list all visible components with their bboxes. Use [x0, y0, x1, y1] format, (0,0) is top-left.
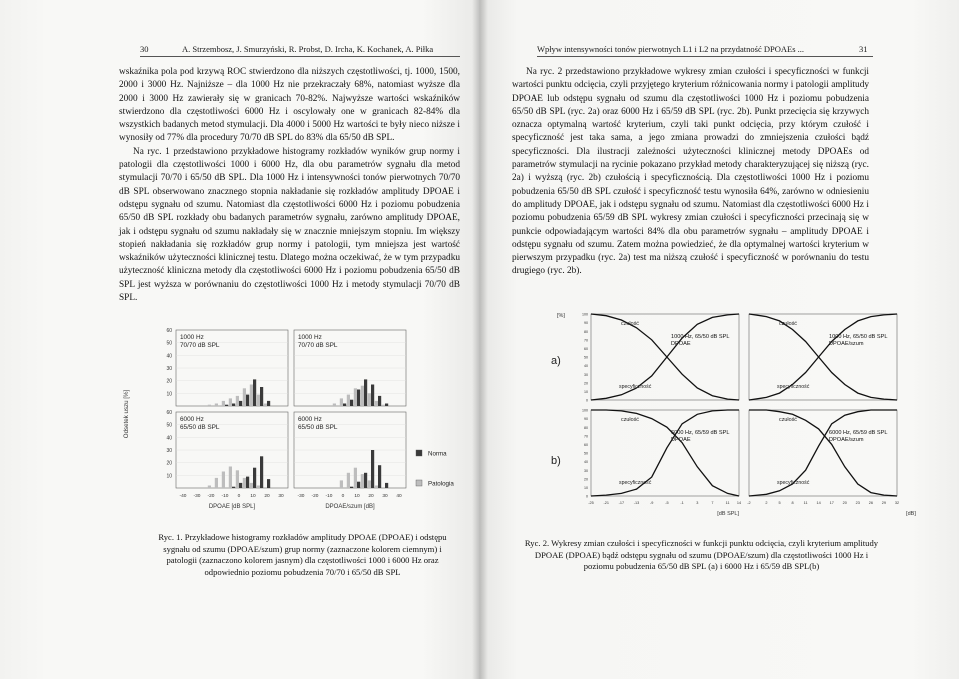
right-paragraph-1: Na ryc. 2 przedstawiono przykładowe wykresy zmian czułości i specyficzności w funkcji wartości punktu odcięcia, czyli przyjętego kryterium różnicowania normy i patologii amplitudy DPOAE lub odstępu sygnału od szumu dla częstotliwości 1000 Hz i poziomu pobudzenia 65/50 dB SPL (ryc. 2a) oraz 6000 Hz i 65/59 dB SPL (ryc. 2b). Punkt przecięcia się krzywych oznacza optymalną wartość kryterium, czyli taki punkt odcięcia, przy którym czułość i specyficzność jest taka sama, a jego zmiana prowadzi do zmniejszenia czułości bądź specyficzności. Dla ilustracji zależności użyteczności klinicznej metody DPOAEs od parametrów stymulacji na rycinie pokazano przykład metody charakteryzującej się niższą (ryc. 2a) i wyższą (ryc. 2b) czułością i specyficznością. Dla częstotliwości 1000 Hz i poziomu pobudzenia 65/50 dB SPL czułość i specyficzność testu wynosiła 64%, zarówno w odniesieniu do amplitudy DPOAE, jak i odstępu sygnału od szumu. Natomiast dla częstotliwości 6000 Hz i poziomu pobudzenia 65/59 dB SPL wykresy zmian czułości i specyficzności przecinają się w punkcie odpowiadającym wartości 84% dla obu parametrów sygnału – amplitudy DPOAE i odstępu sygnału od szumu. Zatem można powiedzieć, że dla optymalnej wartości kryterium w pierwszym przypadku (ryc. 2a) test ma niższą czułość i specyficzność w porównaniu do testu drugiego (ryc. 2b). [512, 67, 869, 277]
y-tick-label: 80 [584, 329, 588, 334]
hist-1000-dpoae-bar-patologia [250, 385, 253, 407]
hist-6000-snr-bar-norma [378, 465, 381, 488]
hist-1000-dpoae-bar-norma [253, 379, 256, 406]
y-tick-label: 10 [584, 486, 588, 490]
y-tick-label: 40 [584, 460, 588, 465]
y-tick-label: 20 [584, 477, 588, 482]
x-tick-label-snr: 14 [816, 501, 821, 505]
left-body-text [119, 66, 460, 305]
y-tick-label: 10 [166, 473, 172, 480]
running-head-right: Wpływ intensywności tonów pierwotnych L1 i L2 na przydatność DPOAEs ... [537, 44, 804, 54]
hist-1000-snr-bar-patologia [347, 395, 350, 406]
hist-6000-dpoae-bar-patologia [208, 486, 211, 489]
hist-1000-dpoae-bar-norma [267, 401, 270, 406]
left-paragraph-2: Na ryc. 1 przedstawiono przykładowe histogramy rozkładów wyników grup normy i patologii dla częstotliwości 1000 i 6000 Hz, dla obu parametrów sygnału dla metod stymulacji 70/70 i 65/50 dB SPL. Dla 1000 Hz i intensywności tonów pierwotnych 70/70 dB SPL obserwowano znacznego stopnia nakładanie się rozkładów amplitudy DPOAE i odstępu sygnału od szumu. Natomiast dla częstotliwości 6000 Hz i poziomu pobudzenia 65/50 dB SPL rozkłady obu badanych parametrów sygnału, zarówno amplitudy DPOAE, jak i odstępu sygnału od szumu nakładały się w znacznie mniejszym stopniu. Im większy stopień nakładania się rozkładów grup normy i patologii, tym mniejsza jest wartość wskaźników użyteczności klinicznej testu. Dlatego można oczekiwać, że w tym przypadku użyteczność kliniczna metody dla częstotliwości 6000 Hz i poziomu pobudzenia 65/50 dB SPL jest wyższa w porównaniu do częstotliwości 1000 Hz i metody stymulacji 70/70 dB SPL. [119, 146, 460, 304]
figure-1-histograms [120, 322, 475, 532]
hist-1000-snr-bar-norma [350, 400, 353, 406]
figure-2-caption: Ryc. 2. Wykresy zmian czułości i specyficzności w funkcji punktu odcięcia, czyli kryterium amplitudy DPOAE (DPOAE) bądź odstępu sygnału od szumu (DPOAE/szum) dla częstotliwości 1000 Hz i poziomu pobudzenia 65/50 dB SPL (a) i 6000 Hz i 65/59 dB SPL(b) [524, 538, 879, 571]
y-tick-label: 60 [166, 410, 172, 416]
curve-a-dpoae-curve-down-label: specyficzność [619, 384, 652, 390]
y-unit-label: [%] [557, 313, 565, 319]
hist-6000-dpoae-label-level: 65/50 dB SPL [180, 424, 220, 431]
header-rule-left [140, 56, 460, 57]
y-tick-label: 50 [166, 422, 172, 429]
y-tick-label: 100 [582, 312, 588, 317]
x-tick-label-dpoae: -10 [221, 494, 229, 499]
panel-label-a: a) [551, 355, 561, 367]
x-tick-label-dpoae: -1 [680, 501, 684, 505]
hist-1000-snr-bar-patologia [361, 386, 364, 406]
hist-1000-snr-bar-norma [364, 379, 367, 406]
y-tick-label: 30 [584, 468, 588, 473]
hist-1000-snr-bar-norma [371, 385, 374, 407]
panel-label-b: b) [551, 455, 561, 467]
header-rule-right [537, 56, 873, 57]
hist-1000-dpoae-label-level: 70/70 dB SPL [180, 342, 220, 349]
hist-1000-snr-bar-norma [385, 404, 388, 407]
x-tick-label-dpoae: -17 [618, 501, 625, 505]
x-tick-label-dpoae: 0 [237, 494, 241, 499]
x-tick-label-dpoae: -21 [603, 501, 609, 505]
hist-1000-snr-bar-norma [343, 404, 346, 407]
y-tick-label: 10 [584, 390, 588, 394]
x-unit-left: [dB SPL] [717, 511, 739, 517]
x-tick-label-dpoae: -40 [179, 494, 187, 499]
x-tick-label-snr: -2 [747, 501, 751, 505]
hist-6000-snr-bar-patologia [354, 468, 357, 488]
hist-1000-dpoae-bar-patologia [208, 405, 211, 406]
book-gutter [472, 0, 488, 679]
curve-a-dpoae-label-freq: 1000 Hz, 65/50 dB SPL [671, 334, 730, 340]
x-tick-label-dpoae: 10 [250, 494, 256, 499]
hist-6000-dpoae-bar-patologia [215, 478, 218, 488]
hist-6000-dpoae-bar-patologia [222, 472, 225, 489]
x-tick-label-dpoae: -25 [588, 501, 594, 505]
page-number-right: 31 [859, 44, 868, 54]
x-tick-label-dpoae: -30 [193, 494, 201, 499]
hist-1000-dpoae-bar-patologia [222, 401, 225, 406]
curve-a-snr-frame [749, 314, 897, 400]
y-tick-label: 20 [584, 381, 588, 386]
hist-6000-dpoae-bar-patologia [236, 470, 239, 488]
hist-1000-dpoae-bar-patologia [264, 404, 267, 407]
hist-1000-dpoae-bar-patologia [215, 404, 218, 407]
x-tick-label-dpoae: 30 [278, 494, 284, 499]
curve-b-snr-line-czulosc [749, 410, 897, 496]
x-tick-label-dpoae: 14 [736, 501, 742, 505]
hist-6000-snr-bar-norma [385, 483, 388, 488]
right-page [479, 0, 959, 679]
hist-6000-snr-bar-patologia [368, 480, 371, 488]
hist-1000-dpoae-label-freq: 1000 Hz [180, 334, 204, 341]
curve-a-dpoae-curve-up-label: czułość [621, 321, 639, 327]
y-tick-label: 50 [584, 451, 588, 456]
hist-6000-snr-bar-norma [371, 450, 374, 488]
curve-a-dpoae-line-specyficznosc [591, 314, 739, 400]
hist-1000-dpoae-bar-norma [225, 405, 228, 406]
y-tick-label: 60 [584, 347, 588, 351]
y-tick-label: 80 [584, 425, 588, 430]
x-unit-right: [dB] [906, 511, 916, 517]
y-tick-label: 30 [584, 372, 588, 377]
y-tick-label: 30 [166, 448, 172, 454]
hist-1000-snr-bar-norma [357, 390, 360, 407]
curve-a-dpoae-frame [591, 314, 739, 400]
hist-6000-dpoae-bar-norma [246, 477, 249, 488]
x-tick-label-snr: 30 [382, 494, 388, 499]
x-tick-label-snr: 29 [881, 501, 887, 505]
hist-6000-dpoae-bar-norma [239, 483, 242, 488]
x-axis-label-dpoae: DPOAE [dB SPL] [208, 504, 256, 510]
hist-6000-snr-bar-patologia [375, 486, 378, 489]
curve-b-snr-label-freq: 6000 Hz, 65/59 dB SPL [829, 430, 888, 436]
hist-6000-snr-bar-norma [350, 487, 353, 488]
x-tick-label-dpoae: -9 [650, 501, 654, 505]
legend-swatch-patologia [416, 480, 422, 486]
running-head-left: A. Strzembosz, J. Smurzyński, R. Probst, D. Ircha, K. Kochanek, A. Piłka [182, 44, 434, 54]
hist-1000-dpoae-bar-patologia [257, 395, 260, 406]
y-tick-label: 90 [584, 321, 588, 326]
y-tick-label: 20 [166, 460, 172, 467]
curve-b-dpoae-curve-up-label: czułość [621, 417, 639, 423]
hist-1000-snr-bar-patologia [354, 388, 357, 406]
hist-6000-snr-label-freq: 6000 Hz [298, 416, 322, 423]
figure-1-caption: Ryc. 1. Przykładowe histogramy rozkładów amplitudy DPOAE (DPOAE) i odstępu sygnału od szumu (DPOAE/szum) grup normy (zaznaczone kolorem ciemnym) i patologii (zaznaczono kolorem jasnym) dla częstotliwości 1000 i 6000 Hz oraz odpowiednio poziomu pobudzenia 70/70 i 65/50 dB SPL [158, 532, 447, 577]
hist-6000-snr-bar-norma [364, 473, 367, 488]
curve-b-dpoae-line-specyficznosc [591, 410, 739, 496]
x-tick-label-dpoae: -13 [633, 501, 640, 505]
curve-a-snr-line-czulosc [749, 314, 897, 400]
hist-6000-dpoae-label-freq: 6000 Hz [180, 416, 204, 423]
hist-1000-snr-label-level: 70/70 dB SPL [298, 342, 338, 349]
hist-1000-snr-label-freq: 1000 Hz [298, 334, 322, 341]
hist-1000-snr-bar-norma [378, 396, 381, 406]
x-tick-label-snr: 0 [341, 494, 345, 499]
x-tick-label-snr: 23 [855, 501, 860, 505]
x-tick-label-dpoae: 3 [696, 501, 699, 505]
y-tick-label: 40 [584, 364, 588, 369]
hist-6000-dpoae-bar-norma [232, 487, 235, 488]
x-tick-label-snr: -30 [297, 494, 305, 499]
y-tick-label: 10 [166, 391, 172, 398]
x-tick-label-snr: 5 [778, 501, 781, 505]
x-tick-label-dpoae: 11 [725, 501, 730, 505]
curve-a-snr-curve-down-label: specyficzność [777, 384, 810, 390]
y-tick-label: 50 [584, 355, 588, 360]
x-tick-label-snr: 10 [354, 494, 360, 499]
y-tick-label: 100 [582, 408, 588, 413]
curve-a-snr-line-specyficznosc [749, 314, 897, 400]
y-tick-label: 40 [166, 435, 172, 442]
x-tick-label-snr: 8 [791, 501, 794, 505]
x-tick-label-snr: 32 [894, 501, 900, 505]
y-tick-label: 20 [166, 378, 172, 385]
curve-b-snr-curve-down-label: specyficzność [777, 480, 810, 486]
left-page [0, 0, 479, 679]
x-tick-label-snr: 17 [829, 501, 834, 505]
hist-1000-dpoae-bar-patologia [236, 396, 239, 406]
hist-1000-dpoae-bar-norma [232, 404, 235, 407]
curve-a-snr-label-freq: 1000 Hz, 65/50 dB SPL [829, 334, 888, 340]
hist-6000-dpoae-bar-patologia [229, 467, 232, 489]
hist-6000-dpoae-bar-norma [260, 456, 263, 488]
hist-1000-dpoae-bar-norma [239, 401, 242, 406]
hist-6000-snr-bar-patologia [340, 480, 343, 488]
curve-b-dpoae-line-czulosc [591, 410, 739, 496]
curve-a-snr-curve-up-label: czułość [779, 321, 797, 327]
legend-swatch-norma [416, 450, 422, 456]
x-tick-label-dpoae: 20 [264, 494, 270, 499]
curve-b-dpoae-label-param: DPOAE [671, 437, 691, 443]
hist-1000-dpoae-bar-norma [246, 395, 249, 406]
curve-a-dpoae-label-param: DPOAE [671, 341, 691, 347]
x-tick-label-snr: 40 [396, 494, 402, 499]
y-tick-label: 60 [584, 443, 588, 447]
x-axis-label-snr: DPOAE/szum [dB] [325, 504, 375, 510]
hist-1000-dpoae-bar-norma [260, 387, 263, 406]
curve-a-dpoae-line-czulosc [591, 314, 739, 400]
y-tick-label: 50 [166, 340, 172, 347]
curve-b-dpoae-label-freq: 6000 Hz, 65/59 dB SPL [671, 430, 730, 436]
hist-1000-snr-bar-patologia [375, 401, 378, 406]
y-axis-label: Odsetek uszu [%] [123, 389, 130, 439]
legend-label-patologia: Patologia [428, 480, 454, 488]
x-tick-label-snr: 2 [765, 501, 768, 505]
hist-6000-dpoae-bar-norma [267, 479, 270, 488]
y-tick-label: 40 [166, 353, 172, 360]
legend-label-norma: Norma [428, 450, 447, 458]
hist-1000-snr-bar-patologia [333, 404, 336, 407]
y-tick-label: 70 [584, 338, 588, 343]
x-tick-label-snr: -10 [325, 494, 333, 499]
y-tick-label: 60 [166, 328, 172, 334]
hist-1000-dpoae-bar-patologia [229, 398, 232, 406]
curve-b-snr-frame [749, 410, 897, 496]
hist-6000-dpoae-bar-patologia [243, 478, 246, 488]
x-tick-label-snr: 11 [803, 501, 808, 505]
x-tick-label-snr: 20 [842, 501, 847, 505]
hist-1000-dpoae-bar-patologia [243, 388, 246, 406]
y-tick-label: 70 [584, 434, 588, 439]
hist-6000-snr-bar-patologia [361, 474, 364, 488]
curve-b-snr-curve-up-label: czułość [779, 417, 797, 423]
curve-b-snr-label-param: DPOAE/szum [829, 437, 864, 443]
x-tick-label-snr: 26 [868, 501, 874, 505]
x-tick-label-dpoae: 7 [711, 501, 714, 505]
x-tick-label-snr: -20 [311, 494, 319, 499]
page-number-left: 30 [140, 44, 149, 54]
x-tick-label-dpoae: -5 [665, 501, 669, 505]
y-tick-label: 0 [586, 398, 588, 403]
figure-2-sensitivity-specificity [539, 308, 929, 530]
x-tick-label-dpoae: -20 [207, 494, 215, 499]
y-tick-label: 90 [584, 417, 588, 422]
y-tick-label: 30 [166, 366, 172, 372]
curve-b-dpoae-curve-down-label: specyficzność [619, 480, 652, 486]
y-tick-label: 0 [586, 494, 588, 499]
hist-1000-snr-bar-patologia [340, 398, 343, 406]
hist-6000-snr-bar-norma [357, 482, 360, 488]
hist-6000-dpoae-bar-patologia [250, 483, 253, 488]
left-paragraph-1: wskaźnika pola pod krzywą ROC stwierdzono dla niższych częstotliwości, tj. 1000, 1500, 2000 i 3000 Hz. Najniższe – dla 1000 Hz nie przekraczały 68%, natomiast wyższe dla 2000 i 3000 Hz zawierały się w granicach 70-82%. Najwyższe wartości wskaźników stwierdzono dla częstotliwości 6000 Hz i oscylowały one w granicach 82-84% dla wszystkich badanych metod stymulacji. Dla 4000 i 5000 Hz wartości te były nieco niższe i wynosiły od 77% dla procedury 70/70 dB SPL do 83% dla 65/50 dB SPL. [119, 67, 460, 144]
hist-6000-dpoae-bar-patologia [257, 486, 260, 489]
hist-6000-dpoae-bar-norma [253, 468, 256, 488]
x-tick-label-snr: 20 [368, 494, 374, 499]
curve-a-snr-label-param: DPOAE/szum [829, 341, 864, 347]
curve-b-snr-line-specyficznosc [749, 410, 897, 496]
hist-6000-snr-bar-patologia [347, 473, 350, 488]
hist-1000-snr-bar-patologia [368, 393, 371, 406]
hist-1000-snr-bar-patologia [382, 405, 385, 406]
hist-6000-snr-label-level: 65/50 dB SPL [298, 424, 338, 431]
curve-b-dpoae-frame [591, 410, 739, 496]
